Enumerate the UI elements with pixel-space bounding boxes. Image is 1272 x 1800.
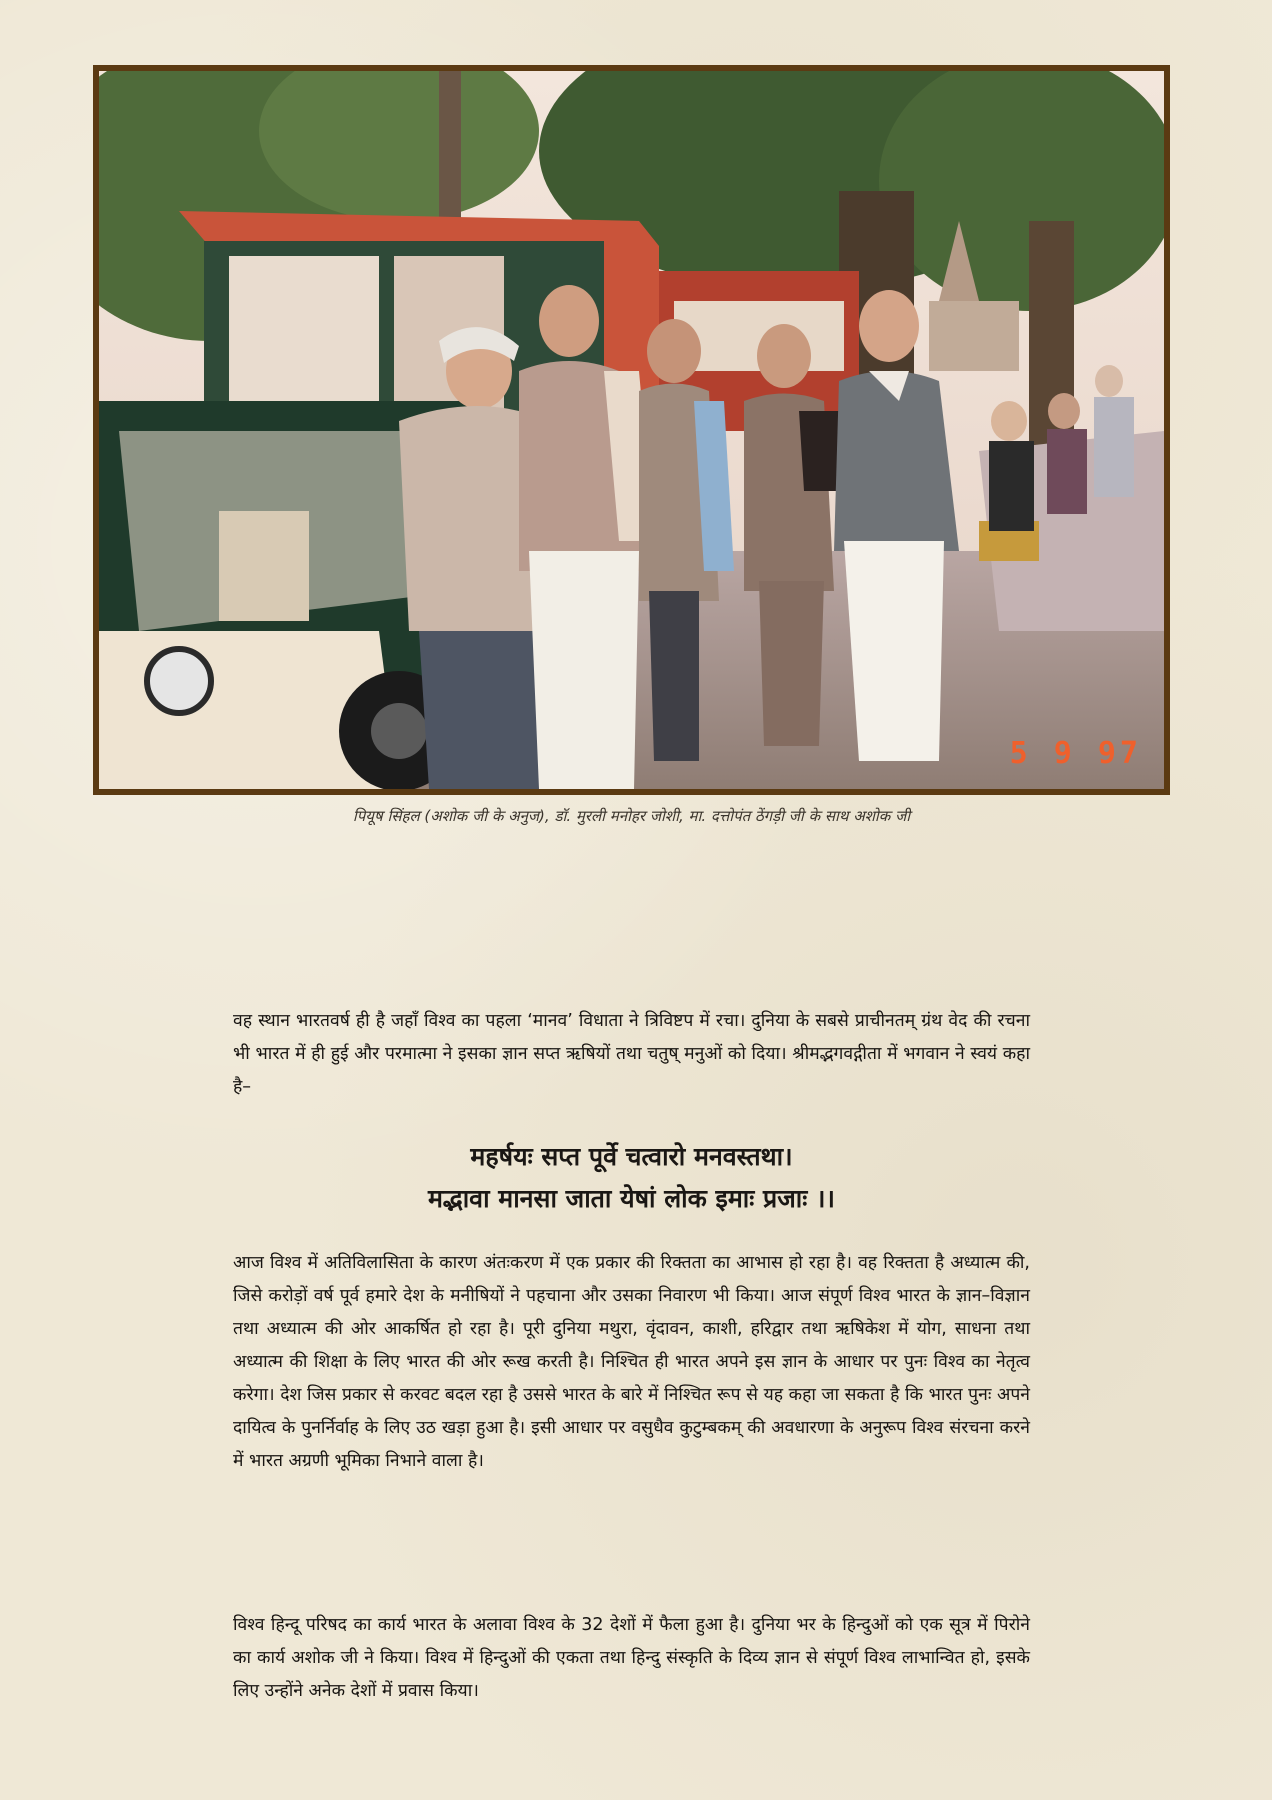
group-photograph (93, 65, 1170, 795)
shloka-verse (233, 1136, 1030, 1220)
shloka-line-1: महर्षयः सप्त पूर्वे चत्वारो मनवस्तथा। (470, 1142, 793, 1171)
shloka-line-2: मद्भावा मानसा जाता येषां लोक इमाः प्रजाः ।। (428, 1184, 835, 1213)
paragraph-vhp: विश्व हिन्दू परिषद का कार्य भारत के अलावा विश्व के 32 देशों में फैला हुआ है। दुनिया भर के हिन्दुओं को एक सूत्र में पिरोने का कार्य अशोक जी ने किया। विश्व में हिन्दुओं की एकता तथा हिन्दु संस्कृति के दिव्य ज्ञान से संपूर्ण विश्व लाभान्वित हो, इसके लिए उन्होंने अनेक देशों में प्रवास किया। (233, 1615, 1030, 1701)
photo-illustration (99, 71, 1164, 789)
photo-caption: पियूष सिंहल (अशोक जी के अनुज), डॉ. मुरली मनोहर जोशी, मा. दत्तोपंत ठेंगड़ी जी के साथ अशोक जी (352, 807, 911, 825)
paragraph-spirituality: आज विश्व में अतिविलासिता के कारण अंतःकरण में एक प्रकार की रिक्तता का आभास हो रहा है। वह रिक्तता है अध्यात्म की, जिसे करोड़ों वर्ष पूर्व हमारे देश के मनीषियों ने पहचाना और उसका निवारण भी किया। आज संपूर्ण विश्व भारत के ज्ञान–विज्ञान तथा अध्यात्म की ओर आकर्षित हो रहा है। पूरी दुनिया मथुरा, वृंदावन, काशी, हरिद्वार तथा ऋषिकेश में योग, साधना तथा अध्यात्म की शिक्षा के लिए भारत की ओर रूख करती है। निश्चित ही भारत अपने इस ज्ञान के आधार पर पुनः विश्व का नेतृत्व करेगा। देश जिस प्रकार से करवट बदल रहा है उससे भारत के बारे में निश्चित रूप से यह कहा जा सकता है कि भारत पुनः अपने दायित्व के पुनर्निर्वाह के लिए उठ खड़ा हुआ है। इसी आधार पर वसुधैव कुटुम्बकम् की अवधारणा के अनुरूप विश्व संरचना करने में भारत अग्रणी भूमिका निभाने वाला है। (233, 1253, 1030, 1471)
photo-date-stamp: 5 9 97 (1009, 736, 1142, 771)
paragraph-intro: वह स्थान भारतवर्ष ही है जहाँ विश्व का पहला ‘मानव’ विधाता ने त्रिविष्टप में रचा। दुनिया के सबसे प्राचीनतम् ग्रंथ वेद की रचना भी भारत में ही हुई और परमात्मा ने इसका ज्ञान सप्त ऋषियों तथा चतुष् मनुओं को दिया। श्रीमद्भगवद्गीता में भगवान ने स्वयं कहा है– (233, 1011, 1030, 1097)
